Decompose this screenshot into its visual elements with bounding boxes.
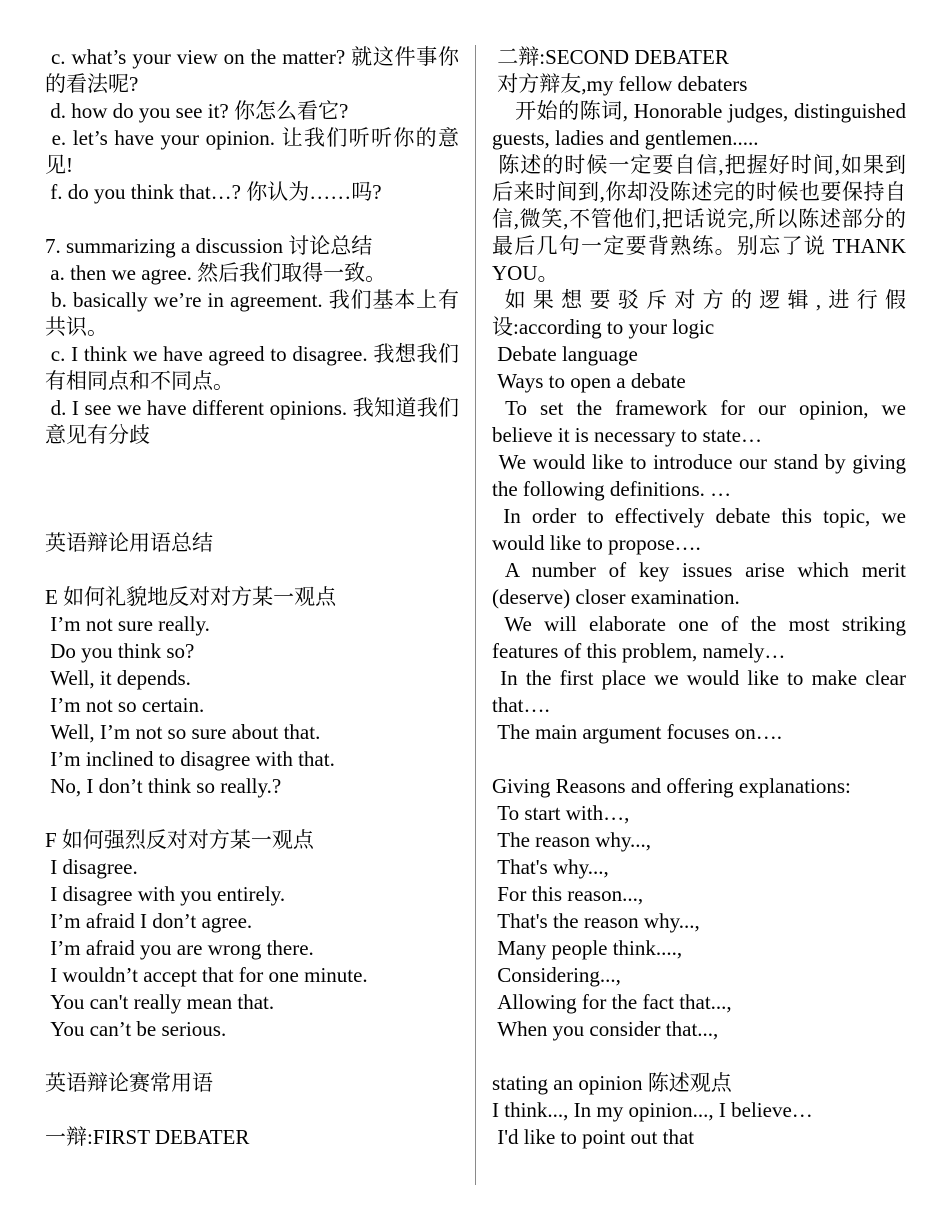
text-line: c. what’s your view on the matter? 就这件事你的看法呢? <box>45 45 460 96</box>
text-line: No, I don’t think so really.? <box>45 774 282 798</box>
text-line: To start with…, <box>492 801 630 825</box>
text-line: stating an opinion 陈述观点 <box>492 1071 732 1095</box>
text-line: 7. summarizing a discussion 讨论总结 <box>45 234 373 258</box>
text-line: I'd like to point out that <box>492 1125 695 1149</box>
text-line: Well, it depends. <box>45 666 191 690</box>
text-line: For this reason..., <box>492 882 644 906</box>
text-line: That's why..., <box>492 855 609 879</box>
left-column <box>45 44 459 1151</box>
text-line <box>45 503 459 530</box>
text-line: When you consider that..., <box>492 1017 719 1041</box>
text-line <box>45 1043 459 1070</box>
text-line <box>45 557 459 584</box>
text-line: F 如何强烈反对对方某一观点 <box>45 828 314 852</box>
text-line <box>45 1097 459 1124</box>
text-line: I’m inclined to disagree with that. <box>45 747 335 771</box>
text-line <box>45 476 459 503</box>
text-line: In order to effectively debate this topic, we would like to propose…. <box>492 504 912 555</box>
text-line: Considering..., <box>492 963 621 987</box>
text-line: 开始的陈词, Honorable judges, distinguished guests, ladies and gentlemen..... <box>492 99 912 150</box>
text-line: b. basically we’re in agreement. 我们基本上有共识。 <box>45 288 459 339</box>
text-line: I’m not sure really. <box>45 612 210 636</box>
text-line: We would like to introduce our stand by giving the following definitions. … <box>492 450 912 501</box>
text-line: c. I think we have agreed to disagree. 我想我们有相同点和不同点。 <box>45 342 459 393</box>
text-line: Allowing for the fact that..., <box>492 990 732 1014</box>
text-line: In the first place we would like to make clear that…. <box>492 666 912 717</box>
text-line: The reason why..., <box>492 828 652 852</box>
text-line: We will elaborate one of the most striking features of this problem, namely… <box>492 612 912 663</box>
text-line: e. let’s have your opinion. 让我们听听你的意见! <box>45 126 460 177</box>
text-line: I’m afraid you are wrong there. <box>45 936 314 960</box>
text-line: A number of key issues arise which merit (deserve) closer examination. <box>492 558 912 609</box>
text-line: I disagree. <box>45 855 138 879</box>
text-line: You can’t be serious. <box>45 1017 227 1041</box>
text-line: I wouldn’t accept that for one minute. <box>45 963 368 987</box>
text-line: Many people think...., <box>492 936 683 960</box>
text-line: 如果想要驳斥对方的逻辑,进行假设:according to your logic <box>492 288 907 339</box>
text-line: That's the reason why..., <box>492 909 700 933</box>
text-line: Ways to open a debate <box>492 369 686 393</box>
text-line: 一辩:FIRST DEBATER <box>45 1125 250 1149</box>
text-line: I’m not so certain. <box>45 693 205 717</box>
text-line: The main argument focuses on…. <box>492 720 783 744</box>
text-line: 二辩:SECOND DEBATER <box>492 45 729 69</box>
column-divider <box>475 45 476 1185</box>
text-line: d. how do you see it? 你怎么看它? <box>45 99 349 123</box>
text-line: E 如何礼貌地反对对方某一观点 <box>45 585 337 609</box>
text-line: d. I see we have different opinions. 我知道我们意见有分歧 <box>45 396 460 447</box>
text-line: I think..., In my opinion..., I believe… <box>492 1098 813 1122</box>
text-line <box>492 1043 906 1070</box>
text-line <box>45 800 459 827</box>
right-column <box>492 44 912 1151</box>
text-line <box>45 449 459 476</box>
text-line: To set the framework for our opinion, we believe it is necessary to state… <box>492 396 912 447</box>
text-line <box>492 746 906 773</box>
text-line: Do you think so? <box>45 639 195 663</box>
text-line: Well, I’m not so sure about that. <box>45 720 321 744</box>
text-line: Debate language <box>492 342 638 366</box>
text-line: 英语辩论用语总结 <box>45 531 213 555</box>
text-line: f. do you think that…? 你认为……吗? <box>45 180 382 204</box>
text-line: I’m afraid I don’t agree. <box>45 909 253 933</box>
text-line: 陈述的时候一定要自信,把握好时间,如果到后来时间到,你却没陈述完的时候也要保持自信,微笑,不管他们,把话说完,所以陈述部分的最后几句一定要背熟练。别忘了说 THANK YOU。 <box>492 153 911 285</box>
text-line: 对方辩友,my fellow debaters <box>492 72 748 96</box>
text-line: 英语辩论赛常用语 <box>45 1071 213 1095</box>
text-line: a. then we agree. 然后我们取得一致。 <box>45 261 387 285</box>
text-line: You can't really mean that. <box>45 990 275 1014</box>
text-line <box>45 206 459 233</box>
text-line: I disagree with you entirely. <box>45 882 286 906</box>
text-line: Giving Reasons and offering explanations: <box>492 774 851 798</box>
